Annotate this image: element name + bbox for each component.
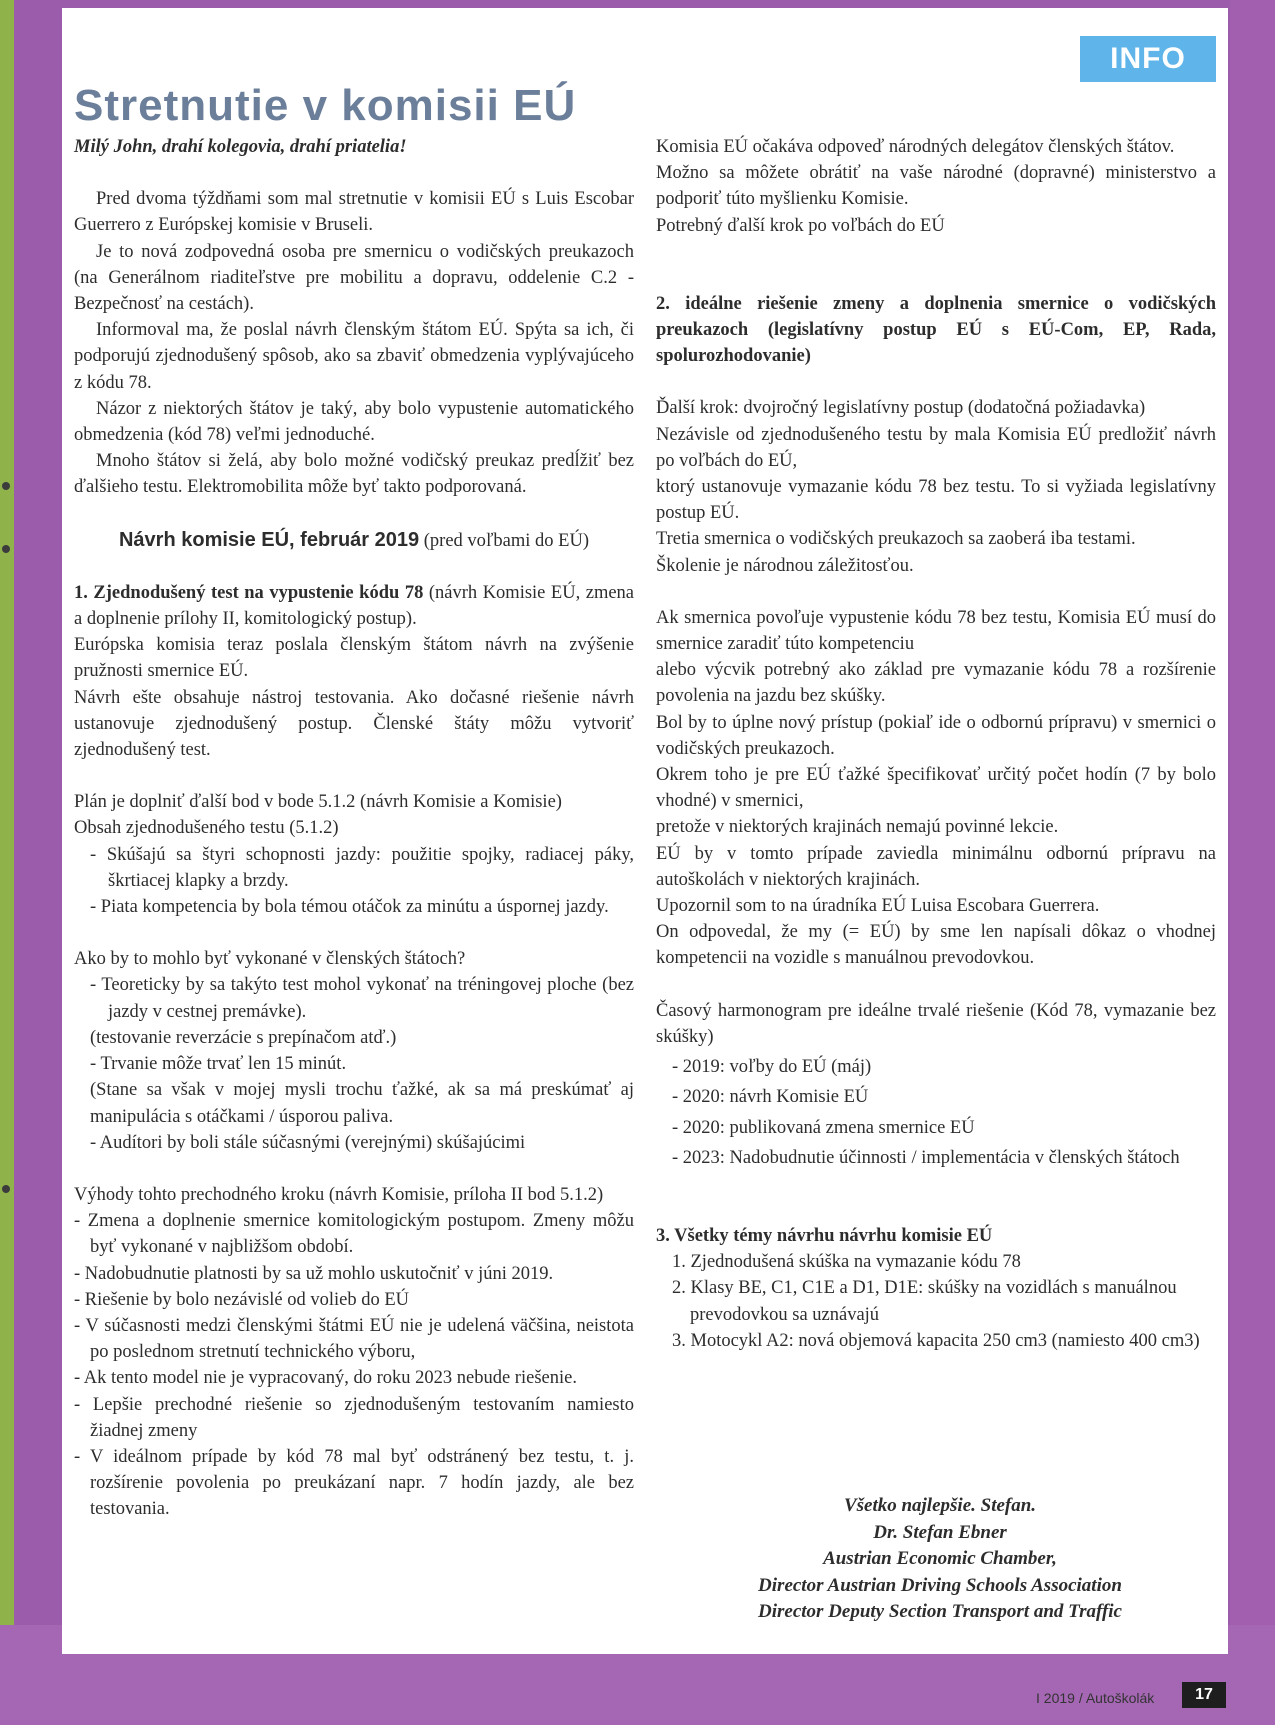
proposal-heading-note: (pred voľbami do EÚ) xyxy=(423,530,589,551)
timeline-item: - 2019: voľby do EÚ (máj) xyxy=(672,1057,872,1078)
section-1-heading-line xyxy=(74,580,634,632)
intro-paragraph: Názor z niektorých štátov je taký, aby bolo vypustenie automatického obmedzenia (kód 78) veľmi jednoduché. xyxy=(74,398,634,446)
advantage-item: - Lepšie prechodné riešenie so zjednodušeným testovaním namiesto žiadnej zmeny xyxy=(74,1394,634,1441)
proposal-heading-line xyxy=(74,527,634,554)
section-2b-line: Upozornil som to na úradníka EÚ Luisa Escobara Guerrera. xyxy=(656,896,1100,917)
section-1-heading: 1. Zjednodušený test na vypustenie kódu 78 xyxy=(74,582,424,603)
right-top-line: Komisia EÚ očakáva odpoveď národných delegátov členských štátov. xyxy=(656,137,1175,157)
salutation: Milý John, drahí kolegovia, drahí priatelia! xyxy=(74,137,407,157)
green-spine-edge xyxy=(0,0,14,1725)
right-top-line: Potrebný ďalší krok po voľbách do EÚ xyxy=(656,215,945,236)
section-2-line: Ďalší krok: dvojročný legislatívny postup (dodatočná požiadavka) xyxy=(656,398,1146,419)
page-number: 17 xyxy=(1182,1682,1226,1708)
section-2b-line: alebo výcvik potrebný ako základ pre vymazanie kódu 78 a rozšírenie povolenia na jazdu bez skúšky. xyxy=(656,660,1216,707)
binding-hole xyxy=(2,482,10,490)
purple-frame-right xyxy=(1230,0,1275,1725)
article-title: Stretnutie v komisii EÚ xyxy=(74,81,577,130)
section-1-paragraph: Európska komisia teraz poslala členským štátom návrh na zvýšenie pružnosti smernice EÚ. xyxy=(74,635,634,682)
section-2-line: Školenie je národnou záležitosťou. xyxy=(656,555,914,576)
left-column xyxy=(74,134,634,1523)
binding-hole xyxy=(2,1185,10,1193)
section-3-item: 3. Motocykl A2: nová objemová kapacita 250 cm3 (namiesto 400 cm3) xyxy=(672,1330,1200,1351)
section-2b-line: On odpovedal, že my (= EÚ) by sme len napísali dôkaz o vhodnej kompetencii na vozidle s manuálnou prevodovkou. xyxy=(656,922,1216,969)
how-question: Ako by to mohlo byť vykonané v členských štátoch? xyxy=(74,949,466,970)
right-column xyxy=(656,134,1216,1354)
how-item-note: (Stane sa však v mojej mysli trochu ťažké, ak sa má preskúmať aj manipulácia s otáčkami / úsporou paliva. xyxy=(90,1080,634,1127)
section-1-paragraph: Návrh ešte obsahuje nástroj testovania. Ako dočasné riešenie návrh ustanovuje zjednodušený postup. Členské štáty môžu vytvoriť zjednodušený test. xyxy=(74,687,634,761)
advantages-heading: Výhody tohto prechodného kroku (návrh Komisie, príloha II bod 5.1.2) xyxy=(74,1184,604,1205)
how-item: - Teoreticky by sa takýto test mohol vykonať na tréningovej ploche (bez jazdy v cestnej premávke). xyxy=(90,975,634,1022)
how-item: - Audítori by boli stále súčasnými (verejnými) skúšajúcimi xyxy=(90,1132,526,1153)
section-2b-line: Bol by to úplne nový prístup (pokiaľ ide o odbornú prípravu) v smernici o vodičských preukazoch. xyxy=(656,712,1216,759)
proposal-heading: Návrh komisie EÚ, február 2019 xyxy=(118,528,420,551)
section-2-line: ktorý ustanovuje vymazanie kódu 78 bez testu. To si vyžiada legislatívny postup EÚ. xyxy=(656,477,1216,524)
plan-line: Obsah zjednodušeného testu (5.1.2) xyxy=(74,818,339,839)
signature-line: Všetko najlepšie. Stefan. xyxy=(843,1495,1037,1516)
plan-item: - Piata kompetencia by bola témou otáčok za minútu a úspornej jazdy. xyxy=(90,897,609,918)
signature-line: Director Deputy Section Transport and Traffic xyxy=(758,1601,1122,1622)
intro-paragraph: Je to nová zodpovedná osoba pre smernicu o vodičských preukazoch (na Generálnom riaditeľstve pre mobilitu a dopravu, oddelenie C.2 - Bezpečnosť na cestách). xyxy=(74,241,634,315)
right-top-line: Možno sa môžete obrátiť na vaše národné (dopravné) ministerstvo a podporiť túto myšlienku Komisie. xyxy=(656,163,1216,210)
advantage-item: - V súčasnosti medzi členskými štátmi EÚ nie je udelená väčšina, neistota po poslednom stretnutí technického výboru, xyxy=(74,1315,634,1363)
intro-paragraph: Pred dvoma týždňami som mal stretnutie v komisii EÚ s Luis Escobar Guerrero z Európskej komisie v Bruseli. xyxy=(74,189,634,236)
section-3-item: 2. Klasy BE, C1, C1E a D1, D1E: skúšky na vozidlách s manuálnou prevodovkou sa uznávajú xyxy=(672,1278,1177,1325)
signature-line: Dr. Stefan Ebner xyxy=(873,1521,1007,1543)
signature-line: Austrian Economic Chamber, xyxy=(823,1548,1057,1569)
advantage-item: - Zmena a doplnenie smernice komitologickým postupom. Zmeny môžu byť vykonané v najbližšom období. xyxy=(74,1211,634,1258)
section-2b-line: pretože v niektorých krajinách nemajú povinné lekcie. xyxy=(656,817,1059,838)
section-2b-line: Ak smernica povoľuje vypustenie kódu 78 bez testu, Komisia EÚ musí do smernice zaradiť túto kompetenciu xyxy=(656,607,1216,655)
plan-item: - Skúšajú sa štyri schopnosti jazdy: použitie spojky, radiacej páky, škrtiacej klapky a brzdy. xyxy=(90,844,634,891)
section-3-item: 1. Zjednodušená skúška na vymazanie kódu 78 xyxy=(672,1252,1021,1273)
how-item-note: (testovanie reverzácie s prepínačom atď.) xyxy=(90,1027,397,1048)
intro-paragraph: Informoval ma, že poslal návrh členským štátom EÚ. Spýta sa ich, či podporujú zjednodušený spôsob, ako sa zbaviť obmedzenia vyplývajúceho z kódu 78. xyxy=(74,320,634,393)
section-2-line: Nezávisle od zjednodušeného testu by mala Komisia EÚ predložiť návrh po voľbách do EÚ, xyxy=(656,424,1216,471)
timeline-heading: Časový harmonogram pre ideálne trvalé riešenie (Kód 78, vymazanie bez skúšky) xyxy=(656,1000,1216,1047)
section-2-line: Tretia smernica o vodičských preukazoch sa zaoberá iba testami. xyxy=(656,529,1136,550)
section-2b-line: EÚ by v tomto prípade zaviedla minimálnu odbornú prípravu na autoškolách v niektorých krajinách. xyxy=(656,843,1216,890)
section-3-heading: 3. Všetky témy návrhu návrhu komisie EÚ xyxy=(656,1225,993,1246)
advantage-item: - V ideálnom prípade by kód 78 mal byť odstránený bez testu, t. j. rozšírenie povolenia po preukázaní napr. 7 hodín jazdy, ale bez testovania. xyxy=(74,1446,634,1520)
binding-hole xyxy=(2,545,10,553)
advantage-item: - Nadobudnutie platnosti by sa už mohlo uskutočniť v júni 2019. xyxy=(74,1263,554,1284)
issue-footer: I 2019 / Autoškolák xyxy=(1036,1690,1155,1706)
section-2-heading: 2. ideálne riešenie zmeny a doplnenia smernice o vodičských preukazoch (legislatívny postup EÚ s EÚ-Com, EP, Rada, spolurozhodovanie) xyxy=(656,293,1216,367)
signature-block xyxy=(660,1493,1220,1626)
advantage-item: - Ak tento model nie je vypracovaný, do roku 2023 nebude riešenie. xyxy=(74,1368,577,1389)
intro-paragraph: Mnoho štátov si želá, aby bolo možné vodičský preukaz predĺžiť bez ďalšieho testu. Elektromobilita môže byť takto podporovaná. xyxy=(74,451,634,498)
timeline-item: - 2023: Nadobudnutie účinnosti / implementácia v členských štátoch xyxy=(672,1147,1180,1168)
signature-line: Director Austrian Driving Schools Association xyxy=(758,1574,1122,1596)
plan-line: Plán je doplniť ďalší bod v bode 5.1.2 (návrh Komisie a Komisie) xyxy=(74,792,562,813)
timeline-item: - 2020: publikovaná zmena smernice EÚ xyxy=(672,1117,975,1138)
section-2b-line: Okrem toho je pre EÚ ťažké špecifikovať určitý počet hodín (7 by bolo vhodné) v smernici, xyxy=(656,765,1216,812)
advantage-item: - Riešenie by bolo nezávislé od volieb do EÚ xyxy=(74,1289,409,1310)
how-item: - Trvanie môže trvať len 15 minút. xyxy=(90,1054,347,1075)
info-badge: INFO xyxy=(1080,36,1216,82)
section-1-heading-note: (návrh Komisie EÚ, zmena a doplnenie prílohy II, komitologický postup). xyxy=(74,582,635,630)
timeline-item: - 2020: návrh Komisie EÚ xyxy=(672,1087,869,1108)
